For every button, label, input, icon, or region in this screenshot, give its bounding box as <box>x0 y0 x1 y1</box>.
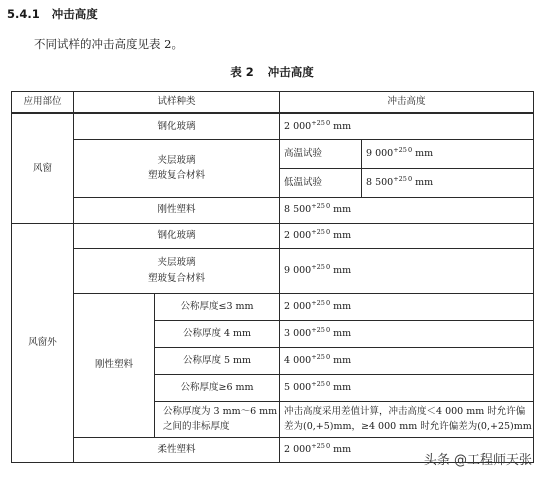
height-value: 3 $000^{+250}$ mm <box>280 320 534 347</box>
test-label: 高温试验 <box>280 139 362 168</box>
sample-name: 钢化玻璃 <box>74 113 280 139</box>
section-heading <box>7 6 98 22</box>
section-number: 5.4.1 <box>7 7 40 21</box>
watermark: 头条 @工程师天张 <box>423 453 532 468</box>
section-title: 冲击高度 <box>51 7 98 21</box>
table-caption <box>0 64 544 80</box>
table-header-row <box>12 92 534 114</box>
sample-name: 夹层玻璃 塑玻复合材料 <box>74 139 280 197</box>
table-row <box>12 293 534 320</box>
impact-height-table <box>11 91 534 463</box>
interpolation-note: 冲击高度采用差值计算，冲击高度＜4 000 mm 时允许偏 差为(0,+5)mm，≥4 000 mm 时允许偏差为(0,+25)mm <box>280 401 534 437</box>
thickness-label: 公称厚度 5 mm <box>155 347 280 374</box>
sample-name: 钢化玻璃 <box>74 223 280 248</box>
header-sample: 试样种类 <box>74 92 280 114</box>
height-value: 2 $000^{+250}$ mm <box>280 293 534 320</box>
thickness-label: 公称厚度为 3 mm～6 mm 之间的非标厚度 <box>155 401 280 437</box>
header-height: 冲击高度 <box>280 92 534 114</box>
intro-text: 不同试样的冲击高度见表 2。 <box>34 37 183 51</box>
table-row <box>12 248 534 293</box>
height-value: 2 $000^{+250}$ mm <box>280 113 534 139</box>
thickness-label: 公称厚度 4 mm <box>155 320 280 347</box>
table-row <box>12 197 534 223</box>
height-value: 8 $500^{+250}$ mm <box>280 197 534 223</box>
height-value: 9 $000^{+250}$ mm <box>280 248 534 293</box>
table-caption-title: 冲击高度 <box>267 65 314 79</box>
position-other: 风窗外 <box>12 223 74 462</box>
height-value: 2 $000^{+250}$ mm <box>280 437 534 462</box>
thickness-label: 公称厚度≥6 mm <box>155 374 280 401</box>
height-value: 4 $000^{+250}$ mm <box>280 347 534 374</box>
table-row <box>12 223 534 248</box>
height-value: 5 $000^{+250}$ mm <box>280 374 534 401</box>
height-value: 8 $500^{+250}$ mm <box>362 168 534 197</box>
test-label: 低温试验 <box>280 168 362 197</box>
position-windshield: 风窗 <box>12 113 74 223</box>
sample-name: 刚性塑料 <box>74 197 280 223</box>
height-value: 9 $000^{+250}$ mm <box>362 139 534 168</box>
table-row <box>12 139 534 168</box>
header-position: 应用部位 <box>12 92 74 114</box>
table-caption-label: 表 2 <box>230 65 254 79</box>
table-row <box>12 113 534 139</box>
sample-name: 夹层玻璃 塑玻复合材料 <box>74 248 280 293</box>
thickness-label: 公称厚度≤3 mm <box>155 293 280 320</box>
sample-name: 柔性塑料 <box>74 437 280 462</box>
height-value: 2 $000^{+250}$ mm <box>280 223 534 248</box>
sample-name: 刚性塑料 <box>74 293 155 437</box>
